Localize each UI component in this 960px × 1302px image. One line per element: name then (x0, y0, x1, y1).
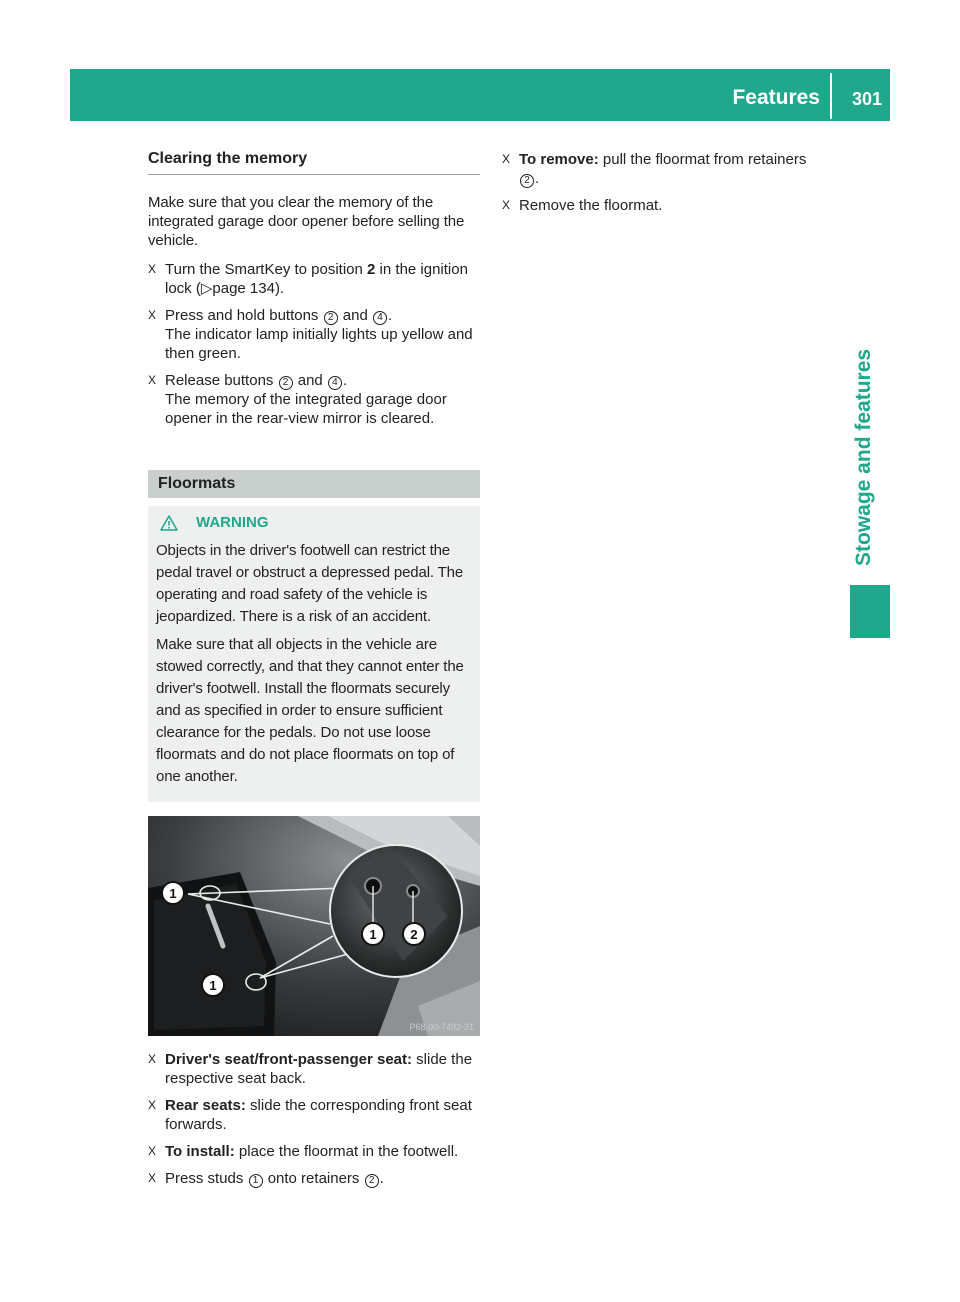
side-tab-marker (850, 585, 890, 638)
page-header (70, 69, 890, 121)
svg-text:1: 1 (209, 978, 217, 993)
callout-number: 2 (520, 174, 534, 188)
warning-text: Objects in the driver's footwell can restrict the pedal travel or obstruct a depressed pedal. The operating and road safety of the vehicle is jeopardized. There is a risk of an accident. (156, 542, 464, 625)
header-divider (830, 73, 832, 119)
step-arrow-icon: X (148, 1144, 157, 1158)
callout-number: 4 (328, 376, 342, 390)
left-column (148, 150, 480, 1196)
section-title-memory: Clearing the memory (148, 150, 480, 175)
page-reference[interactable]: page 134 (212, 280, 275, 297)
callout-number: 4 (373, 311, 387, 325)
warning-triangle-icon (160, 515, 178, 531)
right-column (502, 150, 822, 223)
chapter-title: Features (732, 86, 820, 109)
callout-number: 2 (324, 311, 338, 325)
step-arrow-icon: X (148, 308, 157, 322)
step-arrow-icon: X (502, 198, 511, 212)
step-item: X To remove: pull the floormat from retainers 2 . (502, 151, 807, 187)
step-arrow-icon: X (148, 1171, 157, 1185)
section-title-floormats: Floormats (148, 470, 480, 498)
svg-text:1: 1 (169, 886, 177, 901)
step-arrow-icon: X (148, 373, 157, 387)
callout-number: 2 (279, 376, 293, 390)
step-arrow-icon: X (148, 262, 157, 276)
step-arrow-icon: X (148, 1052, 157, 1066)
step-item: X Rear seats: slide the corresponding front seat forwards. (148, 1097, 472, 1133)
step-arrow-icon: X (502, 152, 511, 166)
floormat-photo (148, 816, 480, 1036)
step-arrow-icon: X (148, 1098, 157, 1112)
floormat-steps (148, 1050, 480, 1188)
step-item: X Press and hold buttons 2 and 4 . The indicator lamp initially lights up yellow and then green. (148, 307, 473, 362)
warning-title: WARNING (156, 512, 474, 534)
callout-marker (162, 882, 184, 904)
step-item: X Press studs 1 onto retainers 2 . (148, 1170, 384, 1187)
step-item: X To install: place the floormat in the footwell. (148, 1143, 459, 1160)
callout-marker (403, 923, 425, 945)
page-number: 301 (851, 89, 882, 109)
step-item: X Driver's seat/front-passenger seat: slide the respective seat back. (148, 1051, 473, 1087)
callout-marker (202, 974, 224, 996)
callout-number: 1 (249, 1174, 263, 1188)
image-code: P68.00-7492-31 (409, 1022, 474, 1032)
svg-text:2: 2 (410, 927, 418, 942)
side-tab-label (838, 121, 890, 598)
step-item: X Release buttons 2 and 4 . The memory of the integrated garage door opener in the rear-view mirror is cleared. (148, 372, 447, 427)
memory-intro: Make sure that you clear the memory of the integrated garage door opener before selling the vehicle. (148, 194, 465, 249)
floormat-illustration (148, 816, 480, 1036)
warning-box (148, 506, 480, 802)
callout-number: 2 (365, 1174, 379, 1188)
side-tab-text: Stowage and features (852, 348, 875, 566)
step-item: X Remove the floormat. (502, 197, 663, 214)
page-ref-arrow-icon: ▷ (200, 280, 213, 297)
step-item: X Turn the SmartKey to position 2 in the ignition lock (▷page 134). (148, 261, 468, 297)
warning-text: Make sure that all objects in the vehicle are stowed correctly, and that they cannot enter the driver's footwell. Install the floormats securely and as specified in order to ensure sufficient clearance for the pedals. Do not use loose floormats and do not place floormats on top of one another. (156, 636, 464, 785)
svg-text:1: 1 (369, 927, 377, 942)
callout-marker (362, 923, 384, 945)
